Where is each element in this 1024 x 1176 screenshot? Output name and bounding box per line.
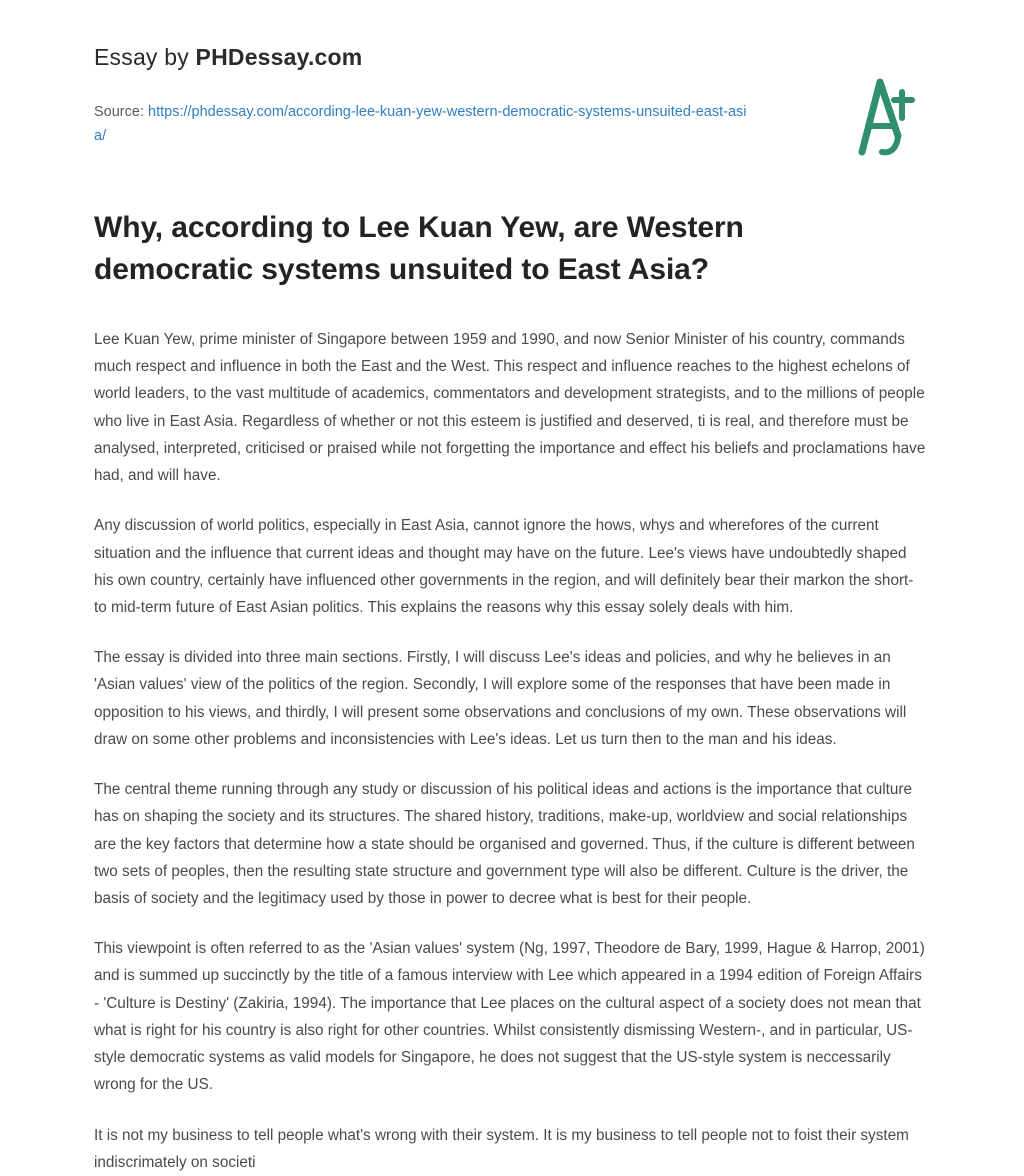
by-word: by: [164, 44, 189, 70]
source-line: [94, 101, 754, 149]
article-paragraph: Any discussion of world politics, especially in East Asia, cannot ignore the hows, whys and wherefores of the current situation and the influence that current ideas and thought may have on the future. Lee's views have undoubtedly shaped his own country, certainly have influenced other governments in the region, and will definitely bear their markon the short- to mid-term future of East Asian politics. This explains the reasons why this essay solely deals with him.: [94, 517, 914, 616]
article-paragraph: The essay is divided into three main sections. Firstly, I will discuss Lee's ideas and policies, and why he believes in an 'Asian values' view of the politics of the region. Secondly, I will explore some of the responses that have been made in opposition to his views, and thirdly, I will present some observations and conclusions of my own. These observations will draw on some other problems and inconsistencies with Lee's ideas. Let us turn then to the man and his ideas.: [94, 649, 907, 748]
brand-name: PHDessay.com: [195, 44, 363, 70]
article-paragraph: It is not my business to tell people what's wrong with their system. It is my business to tell people not to foist their system indiscrimately on societi: [94, 1126, 909, 1171]
source-url-link[interactable]: https://phdessay.com/according-lee-kuan-yew-western-democratic-systems-unsuited-east-asia/: [94, 104, 747, 144]
phdessay-a-logo-icon: [832, 74, 928, 160]
article-paragraph: This viewpoint is often referred to as the 'Asian values' system (Ng, 1997, Theodore de Bary, 1999, Hague & Harrop, 2001) and is summed up succinctly by the title of a famous interview with Lee which appeared in a 1994 edition of Foreign Affairs - 'Culture is Destiny' (Zakiria, 1994). The importance that Lee places on the cultural aspect of a society does not mean that what is right for his country is also right for other countries. Whilst consistently dismissing Western-, and in particular, US-style democratic systems as valid models for Singapore, he does not suggest that the US-style system is neccessarily wrong for the US.: [94, 940, 925, 1094]
site-brand-header: [94, 44, 930, 71]
page-title: Why, according to Lee Kuan Yew, are Western democratic systems unsuited to East Asia?: [94, 210, 744, 287]
article-paragraph: Lee Kuan Yew, prime minister of Singapore between 1959 and 1990, and now Senior Minister of his country, commands much respect and influence in both the East and the West. This respect and influence reaches to the highest echelons of world leaders, to the vast multitude of academics, commentators and development strategists, and to the millions of people who live in East Asia. Regardless of whether or not this esteem is justified and deserved, ti is real, and therefore must be analysed, interpreted, criticised or praised while not forgetting the importance and effect his beliefs and proclamations have had, and will have.: [94, 331, 926, 485]
essay-word: Essay: [94, 44, 158, 70]
source-label: Source:: [94, 104, 144, 120]
article-paragraph: The central theme running through any study or discussion of his political ideas and actions is the importance that culture has on shaping the society and its structures. The shared history, traditions, make-up, worldview and social relationships are the key factors that determine how a state should be organised and governed. Thus, if the culture is different between two sets of peoples, then the resulting state structure and government type will also be different. Culture is the driver, the basis of society and the legitimacy used by those in power to decree what is best for their people.: [94, 781, 915, 907]
